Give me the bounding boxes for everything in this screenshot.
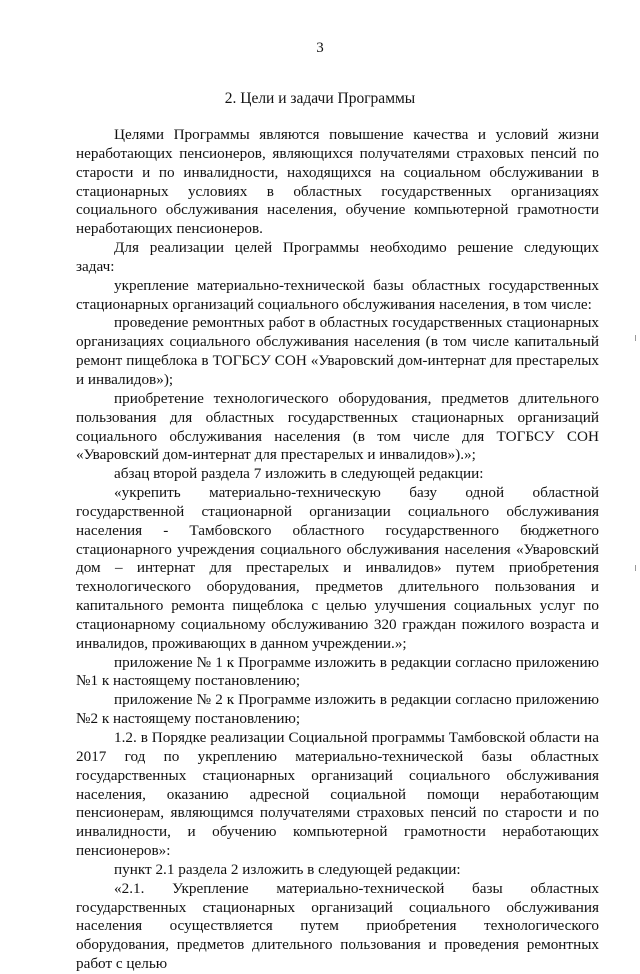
- paragraph-task-repair: проведение ремонтных работ в областных государственных стационарных организациях социального обслуживания населения (в том числе капитальный ремонт пищеблока в ТОГБСУ СОН «Уваровский дом-интернат для престарелых и инвалидов»);: [76, 314, 599, 388]
- paragraph-task-strengthen: укрепление материально-технической базы областных государственных стационарных организаций социального обслуживания населения, в том числе:: [76, 276, 599, 313]
- paragraph-section7-amend: абзац второй раздела 7 изложить в следующей редакции:: [114, 465, 484, 483]
- paragraph-goals: Целями Программы являются повышение качества и условий жизни неработающих пенсионеров, являющихся получателями страховых пенсий по старости и по инвалидности, находящихся на социальном обслуживании в стационарных условиях в областных государственных организациях социального обслуживания населения, обучение компьютерной грамотности неработающих пенсионеров.: [76, 126, 599, 238]
- section-heading: 2. Цели и задачи Программы: [224, 90, 416, 107]
- paragraph-item-2-1-text: «2.1. Укрепление материально-технической базы областных государственных стационарных организаций социального обслуживания населения осуществляется путем приобретения технологического оборудования, предметов длительного пользования и проведения ремонтных работ с целью: [76, 879, 599, 973]
- scan-mark: [635, 565, 636, 571]
- paragraph-task-equipment: приобретение технологического оборудования, предметов длительного пользования для областных государственных стационарных организаций социального обслуживания населения (в том числе для ТОГБСУ СОН «Уваровский дом-интернат для престарелых и инвалидов»).»;: [76, 389, 599, 464]
- scan-mark: [635, 335, 636, 341]
- page-number: 3: [316, 40, 324, 56]
- paragraph-annex2: приложение № 2 к Программе изложить в редакции согласно приложению №2 к настоящему постановлению;: [76, 691, 599, 728]
- paragraph-order-1-2: 1.2. в Порядке реализации Социальной программы Тамбовской области на 2017 год по укреплению материально-технической базы областных государственных стационарных организаций социального обслуживания населения, оказанию адресной социальной помощи неработающим пенсионерам, являющимся получателями страховых пенсий по старости и по инвалидности, и обучению компьютерной грамотности неработающих пенсионеров»:: [76, 729, 599, 860]
- paragraph-tasks-intro: Для реализации целей Программы необходимо решение следующих задач:: [76, 239, 599, 275]
- paragraph-section7-text: «укрепить материально-техническую базу одной областной государственной стационарной организации социального обслуживания населения - Тамбовского областного государственного бюджетного стационарного учреждения социального обслуживания населения «Уваровский дом – интернат для престарелых и инвалидов» путем приобретения технологического оборудования, предметов длительного пользования и капитального ремонта пищеблока с целью улучшения социальных услуг по стационарному социальному обслуживанию 320 граждан пожилого возраста и инвалидов, проживающих в данном учреждении.»;: [76, 484, 599, 652]
- document-body: [76, 126, 599, 974]
- paragraph-item-2-1-amend: пункт 2.1 раздела 2 изложить в следующей редакции:: [114, 860, 461, 878]
- paragraph-annex1: приложение № 1 к Программе изложить в редакции согласно приложению №1 к настоящему постановлению;: [76, 653, 599, 690]
